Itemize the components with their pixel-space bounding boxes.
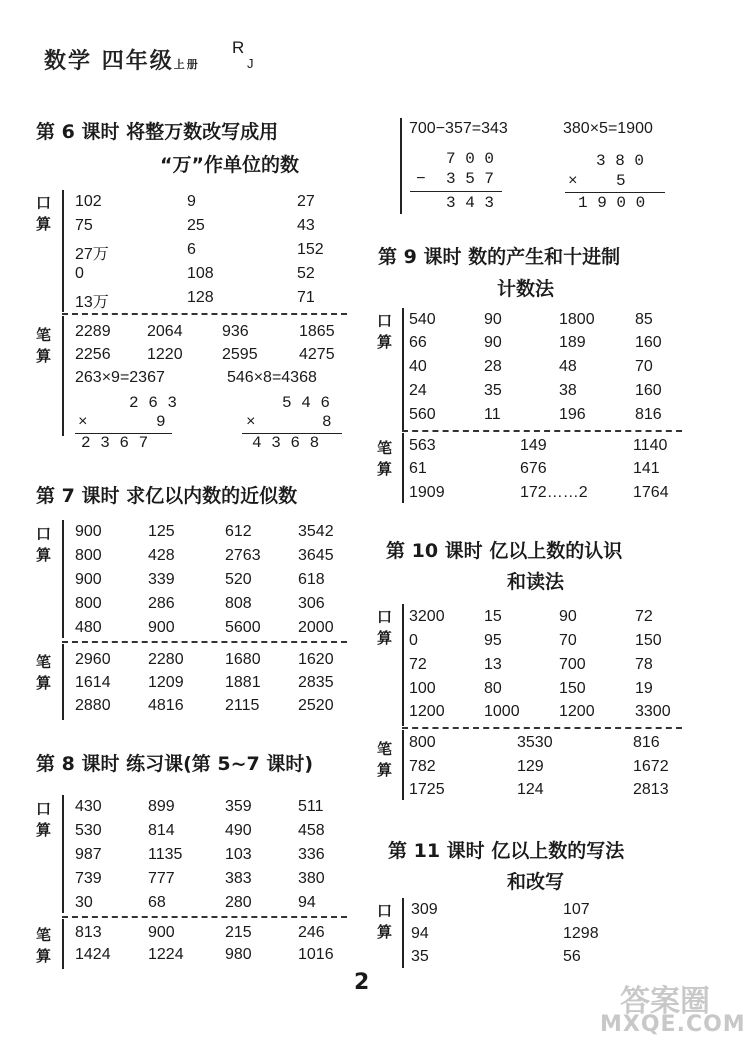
vertical-op: × [568, 172, 578, 190]
cell: 15 [484, 608, 502, 625]
cell: 70 [635, 358, 653, 375]
cell: 800 [75, 595, 102, 612]
label-suan: 算 [377, 923, 393, 941]
cell: 814 [148, 822, 175, 839]
cell: 160 [635, 334, 662, 351]
equation: 546×8=4368 [227, 369, 317, 386]
cell: 107 [563, 901, 590, 918]
cell: 530 [75, 822, 102, 839]
label-kou: 口 [377, 608, 393, 626]
column-bar [402, 604, 404, 726]
cell: 4275 [299, 346, 335, 363]
cell: 27 [297, 193, 315, 210]
cell: 90 [484, 311, 502, 328]
cell: 1000 [484, 703, 520, 720]
cell: 40 [409, 358, 427, 375]
cell: 95 [484, 632, 502, 649]
cell: 808 [225, 595, 252, 612]
cell: 2000 [298, 619, 334, 636]
cell: 80 [484, 680, 502, 697]
cell: 309 [411, 901, 438, 918]
cell: 2256 [75, 346, 111, 363]
section-divider [62, 313, 347, 315]
cell: 215 [225, 924, 252, 941]
cell: 1800 [559, 311, 595, 328]
label-bi: 笔 [377, 740, 393, 758]
cell: 90 [559, 608, 577, 625]
equation: 263×9=2367 [75, 369, 165, 386]
label-kou: 口 [36, 194, 52, 212]
label-suan: 算 [377, 629, 393, 647]
header-grade: 四年级 [101, 49, 174, 74]
label-bi: 笔 [377, 439, 393, 457]
watermark-url: MXQE.COM [600, 1012, 746, 1037]
cell: 35 [411, 948, 429, 965]
column-bar [62, 190, 64, 312]
lesson6-title-line2: “万”作单位的数 [160, 154, 299, 176]
cell: 1140 [633, 437, 668, 454]
cell: 2595 [222, 346, 258, 363]
cell: 1200 [409, 703, 445, 720]
cell: 1614 [75, 674, 111, 691]
label-suan: 算 [377, 761, 393, 779]
cell: 128 [187, 289, 214, 306]
label-bi: 笔 [36, 926, 52, 944]
cell: 2280 [148, 651, 184, 668]
header-r: R [232, 38, 245, 57]
cell: 430 [75, 798, 102, 815]
cell: 150 [635, 632, 662, 649]
lesson8-title: 第 8 课时 练习课(第 5~7 课时) [36, 753, 314, 775]
cell: 359 [225, 798, 252, 815]
vertical-line [565, 192, 665, 193]
header-j: J [247, 56, 254, 71]
label-suan: 算 [36, 821, 52, 839]
lesson11-title-line2: 和改写 [507, 871, 565, 893]
vertical-top: 2 6 3 [129, 394, 178, 412]
cell: 56 [563, 948, 581, 965]
vertical-line [410, 191, 502, 192]
vertical-multiplier: 5 [616, 172, 626, 190]
vertical-result: 2 3 6 7 [81, 434, 149, 452]
column-bar [62, 919, 64, 969]
cell: 612 [225, 523, 252, 540]
lesson9-title-line1: 第 9 课时 数的产生和十进制 [378, 246, 621, 268]
cell: 0 [409, 632, 418, 649]
cell: 2813 [633, 781, 669, 798]
vertical-result: 1 9 0 0 [578, 194, 646, 212]
vertical-op: × [246, 413, 256, 431]
header-subject: 数学 [44, 49, 93, 74]
cell: 52 [297, 265, 315, 282]
cell: 280 [225, 894, 252, 911]
vertical-result: 3 4 3 [446, 194, 495, 212]
cell: 1865 [299, 323, 335, 340]
cell: 150 [559, 680, 586, 697]
cell: 13 [484, 656, 502, 673]
cell: 428 [148, 547, 175, 564]
cell: 25 [187, 217, 205, 234]
section-divider [62, 916, 347, 918]
cell: 172……2 [520, 484, 588, 501]
cell: 676 [520, 460, 547, 477]
label-suan: 算 [36, 215, 52, 233]
cell: 520 [225, 571, 252, 588]
section-divider [62, 641, 347, 643]
cell: 149 [520, 437, 547, 454]
cell: 987 [75, 846, 102, 863]
cell: 108 [187, 265, 214, 282]
cell: 11 [484, 406, 501, 423]
section-divider [402, 727, 682, 729]
lesson9-title-line2: 计数法 [497, 278, 555, 300]
cell: 1424 [75, 946, 111, 963]
cell: 72 [409, 656, 427, 673]
label-kou: 口 [36, 800, 52, 818]
section-divider [402, 430, 682, 432]
cell: 71 [297, 289, 315, 306]
column-bar [402, 898, 404, 968]
cell: 618 [298, 571, 325, 588]
cell: 94 [298, 894, 316, 911]
cell: 2763 [225, 547, 261, 564]
cell: 2115 [225, 697, 260, 714]
vertical-result: 4 3 6 8 [252, 434, 320, 452]
cell: 1620 [298, 651, 334, 668]
cell: 777 [148, 870, 175, 887]
column-bar [402, 308, 404, 430]
cell: 3200 [409, 608, 445, 625]
cell: 6 [187, 241, 196, 258]
lesson10-title-line2: 和读法 [507, 571, 565, 593]
page-number: 2 [354, 970, 370, 995]
cell: 48 [559, 358, 577, 375]
cell: 66 [409, 334, 427, 351]
cell: 286 [148, 595, 175, 612]
cell: 28 [484, 358, 502, 375]
vertical-op: × [78, 413, 88, 431]
cell: 2835 [298, 674, 334, 691]
cell: 103 [225, 846, 252, 863]
cell: 68 [148, 894, 166, 911]
cell: 1764 [633, 484, 669, 501]
vertical-multiplier: 9 [156, 413, 166, 431]
cell: 739 [75, 870, 102, 887]
cell: 2880 [75, 697, 111, 714]
cell: 306 [298, 595, 325, 612]
cell: 72 [635, 608, 653, 625]
cell: 152 [297, 241, 324, 258]
cell: 560 [409, 406, 436, 423]
lesson11-title-line1: 第 11 课时 亿以上数的写法 [388, 840, 625, 862]
vertical-top: 7 0 0 [446, 150, 495, 168]
vertical-top: 5 4 6 [282, 394, 331, 412]
cell: 1298 [563, 925, 599, 942]
cell: 3645 [298, 547, 334, 564]
cell: 27万 [75, 246, 109, 263]
cell: 339 [148, 571, 175, 588]
cell: 102 [75, 193, 102, 210]
cell: 85 [635, 311, 653, 328]
cell: 1725 [409, 781, 445, 798]
label-kou: 口 [377, 312, 393, 330]
column-bar [62, 795, 64, 913]
cell: 480 [75, 619, 102, 636]
cell: 1881 [225, 674, 261, 691]
book-header [44, 44, 200, 75]
vertical-multiplier: 3 5 7 [446, 170, 495, 188]
cell: 700 [559, 656, 586, 673]
cell: 782 [409, 758, 436, 775]
cell: 2960 [75, 651, 111, 668]
cell: 70 [559, 632, 577, 649]
cell: 936 [222, 323, 249, 340]
cell: 816 [633, 734, 660, 751]
cell: 129 [517, 758, 544, 775]
cell: 511 [298, 798, 324, 815]
cell: 3530 [517, 734, 553, 751]
label-suan: 算 [36, 347, 52, 365]
cell: 800 [409, 734, 436, 751]
cell: 383 [225, 870, 252, 887]
cell: 124 [517, 781, 544, 798]
label-kou: 口 [377, 902, 393, 920]
cell: 35 [484, 382, 502, 399]
cell: 246 [298, 924, 325, 941]
label-kou: 口 [36, 525, 52, 543]
cell: 2064 [147, 323, 183, 340]
vertical-op: − [416, 170, 426, 188]
cell: 1909 [409, 484, 445, 501]
cell: 9 [187, 193, 196, 210]
cell: 899 [148, 798, 175, 815]
column-bar [402, 730, 404, 800]
cell: 816 [635, 406, 662, 423]
cell: 900 [148, 924, 175, 941]
equation: 700−357=343 [409, 120, 508, 137]
cell: 78 [635, 656, 653, 673]
cell: 900 [75, 523, 102, 540]
lesson6-title-line1: 第 6 课时 将整万数改写成用 [36, 121, 279, 143]
cell: 813 [75, 924, 102, 941]
cell: 2520 [298, 697, 334, 714]
cell: 90 [484, 334, 502, 351]
cell: 13万 [75, 294, 109, 311]
cell: 30 [75, 894, 93, 911]
label-bi: 笔 [36, 326, 52, 344]
cell: 1209 [148, 674, 184, 691]
cell: 160 [635, 382, 662, 399]
cell: 1672 [633, 758, 669, 775]
cell: 900 [148, 619, 175, 636]
cell: 0 [75, 265, 84, 282]
cell: 196 [559, 406, 586, 423]
cell: 2289 [75, 323, 111, 340]
label-bi: 笔 [36, 653, 52, 671]
cell: 336 [298, 846, 325, 863]
cell: 1224 [148, 946, 184, 963]
column-bar [62, 316, 64, 436]
cell: 38 [559, 382, 577, 399]
label-suan: 算 [36, 947, 52, 965]
cell: 61 [409, 460, 427, 477]
cell: 540 [409, 311, 436, 328]
column-bar [402, 433, 404, 503]
cell: 1135 [148, 846, 183, 863]
vertical-top: 3 8 0 [596, 152, 645, 170]
column-bar [62, 644, 64, 720]
cell: 1200 [559, 703, 595, 720]
equation: 380×5=1900 [563, 120, 653, 137]
cell: 900 [75, 571, 102, 588]
cell: 43 [297, 217, 315, 234]
lesson7-title: 第 7 课时 求亿以内数的近似数 [36, 485, 298, 507]
cell: 380 [298, 870, 325, 887]
cell: 75 [75, 217, 93, 234]
cell: 800 [75, 547, 102, 564]
cell: 980 [225, 946, 252, 963]
lesson10-title-line1: 第 10 课时 亿以上数的认识 [386, 540, 623, 562]
vertical-multiplier: 8 [322, 413, 332, 431]
cell: 24 [409, 382, 427, 399]
cell: 4816 [148, 697, 184, 714]
cell: 125 [148, 523, 175, 540]
label-suan: 算 [36, 546, 52, 564]
cell: 1220 [147, 346, 183, 363]
header-volume: 上册 [173, 58, 200, 71]
cell: 141 [633, 460, 660, 477]
cell: 490 [225, 822, 252, 839]
cell: 19 [635, 680, 653, 697]
cell: 458 [298, 822, 325, 839]
cell: 189 [559, 334, 586, 351]
column-bar [62, 520, 64, 638]
cell: 563 [409, 437, 436, 454]
label-suan: 算 [377, 460, 393, 478]
label-suan: 算 [377, 333, 393, 351]
label-suan: 算 [36, 674, 52, 692]
cell: 3300 [635, 703, 671, 720]
cell: 1016 [298, 946, 334, 963]
cell: 100 [409, 680, 436, 697]
watermark-logo: 答案圈 [620, 984, 710, 1019]
cell: 3542 [298, 523, 334, 540]
cell: 1680 [225, 651, 261, 668]
cell: 5600 [225, 619, 261, 636]
cell: 94 [411, 925, 429, 942]
column-bar [400, 118, 402, 214]
